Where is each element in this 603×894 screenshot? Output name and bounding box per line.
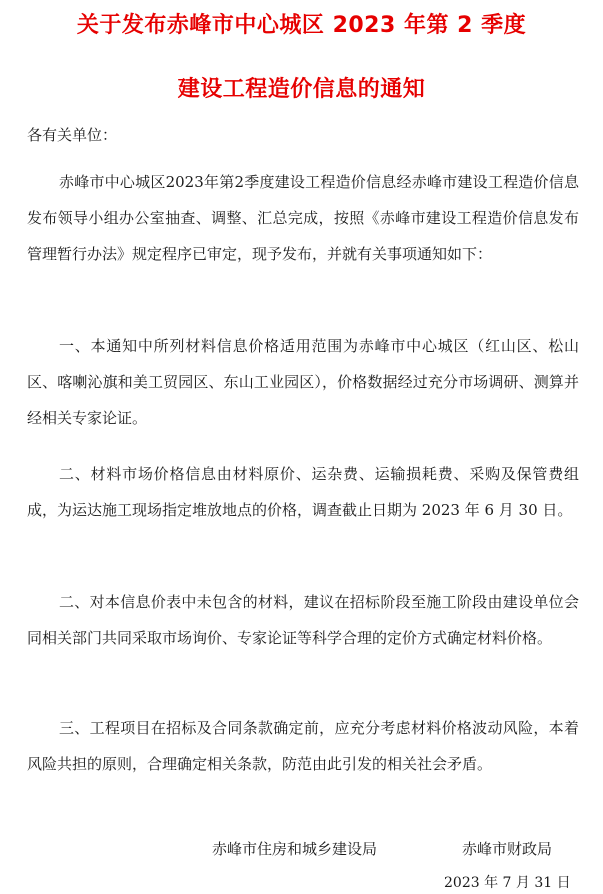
salutation: 各有关单位： <box>27 126 118 144</box>
signatory-housing-bureau: 赤峰市住房和城乡建设局 <box>212 840 378 858</box>
signatory-finance-bureau: 赤峰市财政局 <box>462 840 553 858</box>
document-title-line-2: 建设工程造价信息的通知 <box>177 77 426 102</box>
paragraph-item-1: 一、本通知中所列材料信息价格适用范围为赤峰市中心城区（红山区、松山区、喀喇沁旗和美工贸园区、东山工业园区），价格数据经过充分市场调研、测算并经相关专家论证。 <box>27 337 579 427</box>
paragraph-intro: 赤峰市中心城区2023年第2季度建设工程造价信息经赤峰市建设工程造价信息发布领导小组办公室抽查、调整、汇总完成，按照《赤峰市建设工程造价信息发布管理暂行办法》规定程序已审定，现予发布，并就有关事项通知如下： <box>27 173 579 263</box>
issue-date: 2023 年 7 月 31 日 <box>444 875 571 891</box>
document-title-line-1: 关于发布赤峰市中心城区 2023 年第 2 季度 <box>76 13 527 38</box>
paragraph-item-3: 三、工程项目在招标及合同条款确定前，应充分考虑材料价格波动风险，本着风险共担的原则，合理确定相关条款，防范由此引发的相关社会矛盾。 <box>27 719 579 773</box>
paragraph-item-2: 二、材料市场价格信息由材料原价、运杂费、运输损耗费、采购及保管费组成，为运达施工现场指定堆放地点的价格，调查截止日期为 2023 年 6 月 30 日。 <box>27 465 579 519</box>
paragraph-item-2b: 二、对本信息价表中未包含的材料，建议在招标阶段至施工阶段由建设单位会同相关部门共同采取市场询价、专家论证等科学合理的定价方式确定材料价格。 <box>27 593 579 647</box>
